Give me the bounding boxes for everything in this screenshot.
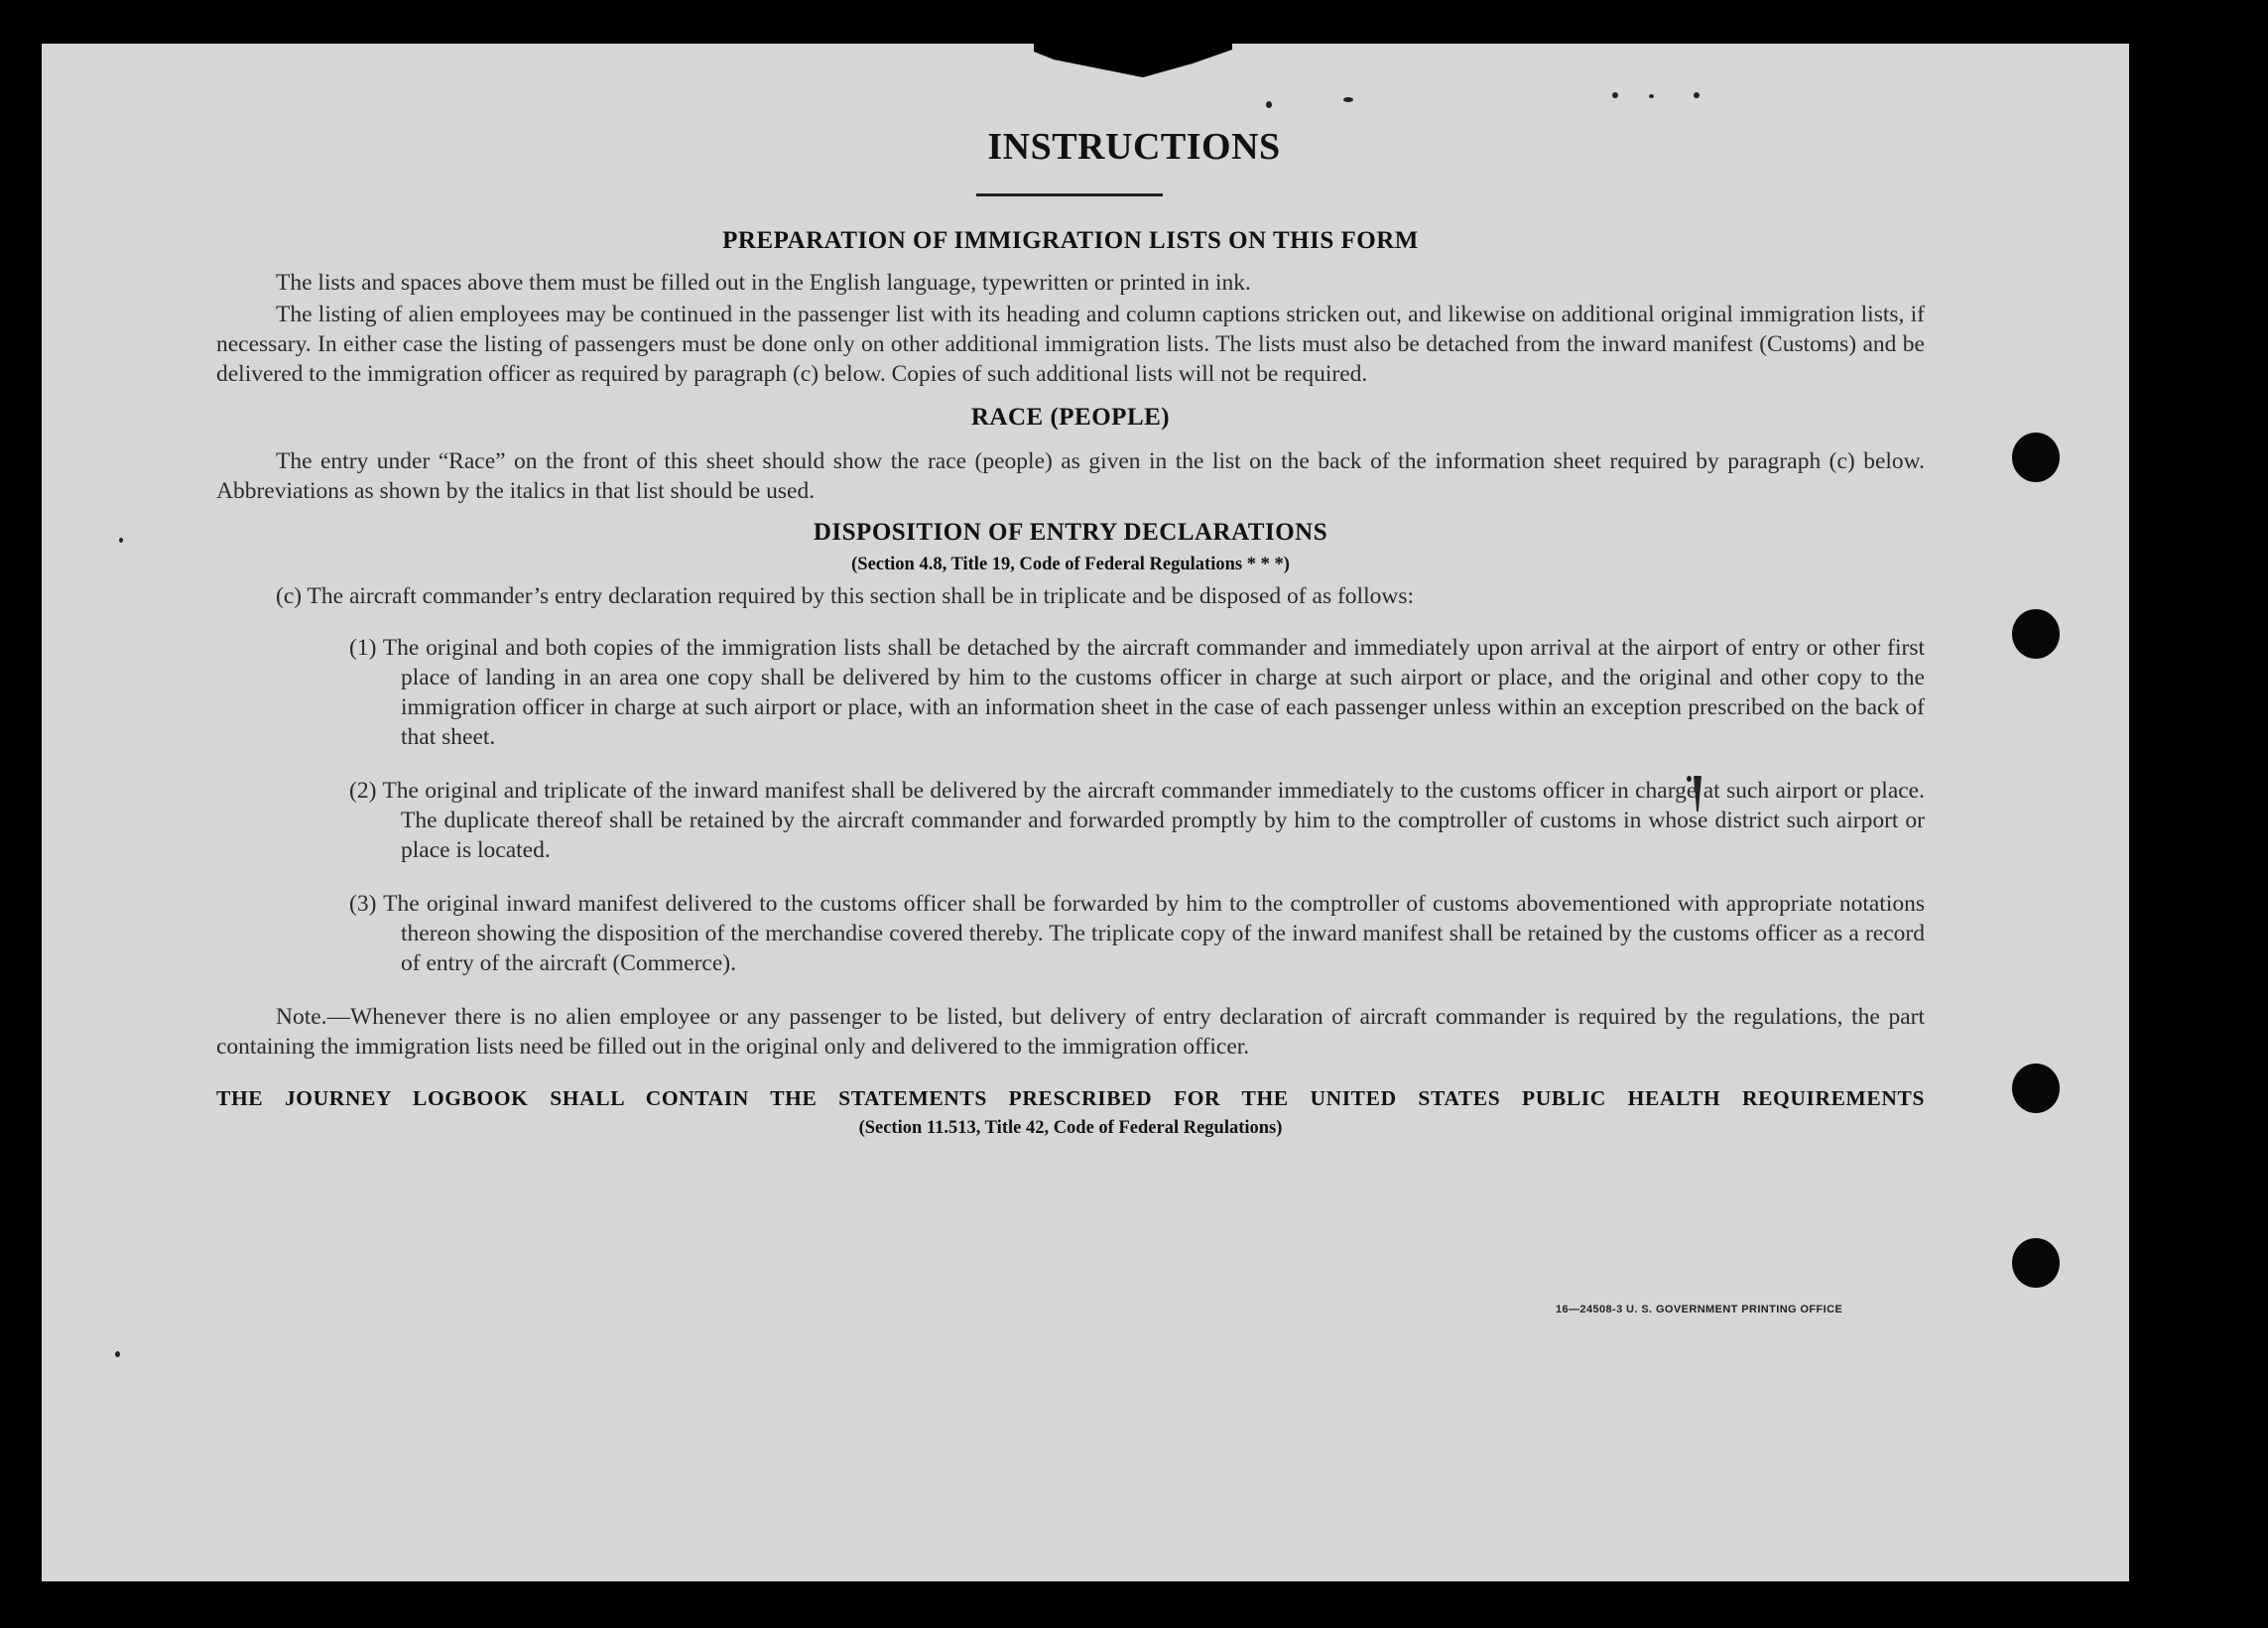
title-rule (976, 193, 1163, 196)
ink-speck (119, 538, 123, 543)
document-title: INSTRUCTIONS (987, 126, 1281, 168)
health-statement: THE JOURNEY LOGBOOK SHALL CONTAIN THE STATEMENTS PRESCRIBED FOR THE UNITED STATES PUBLIC HEALTH REQUIREMENTS (216, 1086, 1925, 1110)
punch-hole (2012, 1064, 2060, 1113)
ink-speck (1649, 94, 1654, 98)
punch-hole (2012, 609, 2060, 659)
punch-hole (2012, 433, 2060, 482)
disposition-item: (1) The original and both copies of the immigration lists shall be detached by the aircraft commander and immediately upon arrival at the airport of entry or other first place of landing in an area one copy shall be delivered by him to the customs officer in charge at such airport or place, and the original and other copy to the immigration officer in charge at such airport or place, with an information sheet in the case of each passenger unless within an exception prescribed on the back of that sheet. (349, 635, 1925, 750)
ink-speck (1266, 101, 1272, 108)
ink-speck (1343, 97, 1353, 102)
disposition-intro: (c) The aircraft commander’s entry declaration required by this section shall be in triplicate and be disposed of as follows: (276, 583, 1414, 609)
preparation-paragraph-2: The listing of alien employees may be continued in the passenger list with its heading and column captions stricken out, and likewise on additional original immigration lists, if necessary. In either case the listing of passengers must be done only on other additional immigration lists. The lists must also be detached from the inward manifest (Customs) and be delivered to the immigration officer as required by paragraph (c) below. Copies of such additional lists will not be required. (216, 302, 1925, 387)
preparation-paragraph-1: The lists and spaces above them must be filled out in the English language, typewritten or printed in ink. (276, 270, 1251, 296)
disposition-item: (3) The original inward manifest delivered to the customs officer shall be forwarded by him to the comptroller of customs abovementioned with appropriate notations thereon showing the disposition of the merchandise covered thereby. The triplicate copy of the inward manifest shall be retained by the customs officer as a record of entry of the aircraft (Commerce). (349, 891, 1925, 976)
disposition-subheading: (Section 4.8, Title 19, Code of Federal Regulations * * *) (851, 555, 1290, 574)
ink-speck (1612, 92, 1618, 98)
preparation-heading: PREPARATION OF IMMIGRATION LISTS ON THIS FORM (722, 227, 1419, 254)
note-paragraph: Note.—Whenever there is no alien employee or any passenger to be listed, but delivery of entry declaration of aircraft commander is required by the regulations, the part containing the immigration lists need be filled out in the original only and delivered to the immigration officer. (216, 1004, 1925, 1060)
instructions-body (216, 222, 1925, 1143)
punch-hole (2012, 1238, 2060, 1288)
ink-speck (115, 1351, 120, 1357)
disposition-heading: DISPOSITION OF ENTRY DECLARATIONS (813, 519, 1328, 546)
torn-edge (1034, 44, 1232, 83)
printing-office-code: 16—24508-3 U. S. GOVERNMENT PRINTING OFFICE (1556, 1304, 1843, 1315)
health-citation: (Section 11.513, Title 42, Code of Federal Regulations) (858, 1118, 1283, 1138)
ink-speck (1694, 92, 1700, 98)
disposition-item: (2) The original and triplicate of the inward manifest shall be delivered by the aircraft commander immediately to the customs officer in charge at such airport or place. The duplicate thereof shall be retained by the aircraft commander and forwarded promptly by him to the comptroller of customs in whose district such airport or place is located. (349, 778, 1925, 863)
race-paragraph: The entry under “Race” on the front of this sheet should show the race (people) as given in the list on the back of the information sheet required by paragraph (c) below. Abbreviations as shown by the italics in that list should be used. (216, 448, 1925, 504)
race-heading: RACE (PEOPLE) (970, 404, 1171, 431)
